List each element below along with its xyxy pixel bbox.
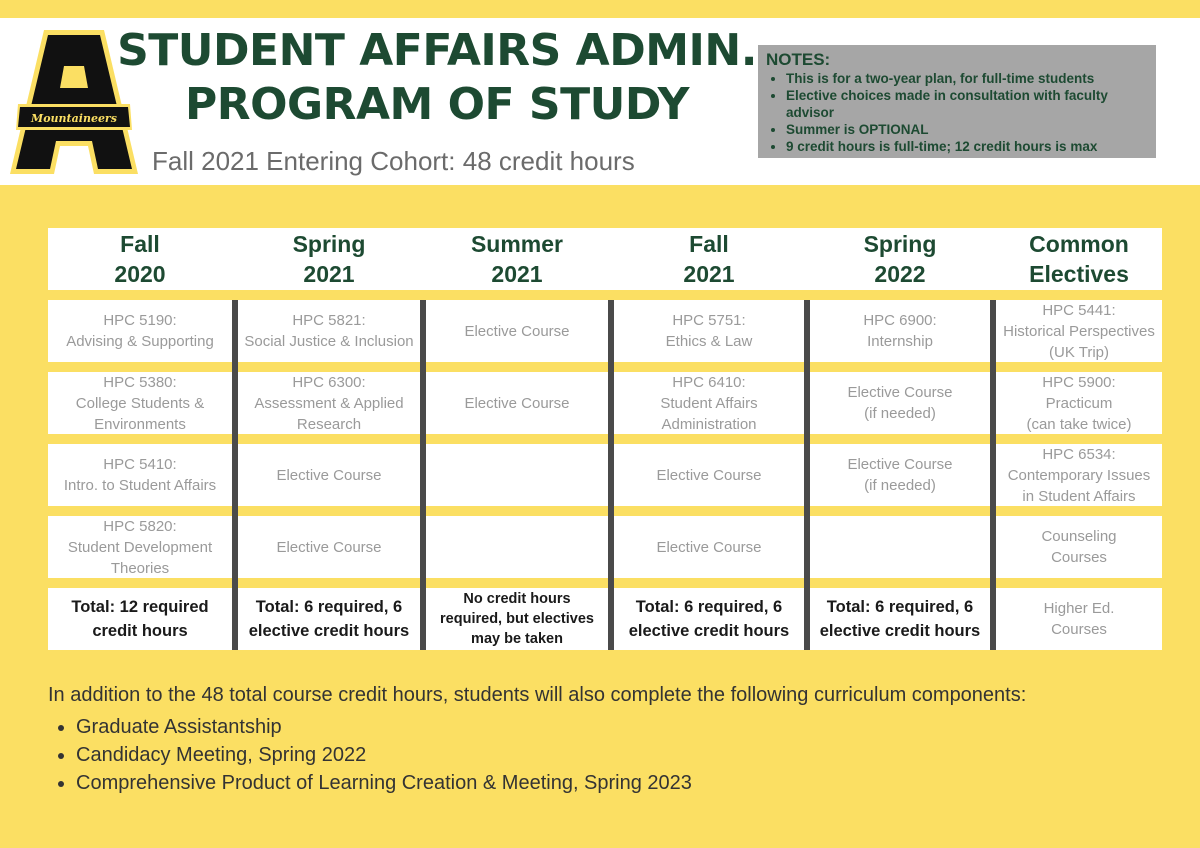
cell-line: (can take twice) [1026,415,1132,433]
cell-line: 2021 [303,261,355,287]
cell-line: Elective Course [464,394,570,412]
course-cell [426,372,608,434]
cell-line: Total: 12 required [71,598,209,616]
course-cell [810,516,990,578]
cell-line: elective credit hours [628,622,790,640]
course-cell [48,300,232,362]
total-cell [48,588,232,650]
course-cell [810,444,990,506]
cell-line: Courses [1051,549,1107,566]
curriculum-footer [48,684,1026,797]
cell-line: Theories [110,559,170,577]
course-cell [810,372,990,434]
cell-line: Elective Course [656,538,762,556]
footer-item: • Graduate Assistantship [76,713,1026,741]
cell-line: HPC 5190: [103,312,177,329]
course-cell [614,372,804,434]
course-cell [48,444,232,506]
cell-line: Counseling [1041,528,1117,545]
course-cell [238,516,420,578]
total-cell [996,588,1162,650]
cell-line: HPC 5410: [103,456,177,473]
course-cell [996,444,1162,506]
course-cell [238,300,420,362]
column-header [996,228,1162,290]
cell-line: 2020 [114,261,166,287]
cell-line: credit hours [92,622,188,640]
cell-line: Elective Course [847,384,953,401]
footer-list [48,713,1026,797]
course-cell [48,372,232,434]
title-line-1: STUDENT AFFAIRS ADMIN. [117,25,757,76]
course-cell [996,300,1162,362]
cell-line: Total: 6 required, 6 [255,598,403,616]
cell-line: (UK Trip) [1049,343,1109,361]
cell-line: Intro. to Student Affairs [63,477,217,494]
top-strip [0,0,1200,18]
table-header-row [48,228,1162,290]
course-cell [614,300,804,362]
total-cell [426,588,608,650]
cell-line: Total: 6 required, 6 [826,598,974,616]
cell-line: HPC 5900: [1042,373,1116,391]
cell-line: elective credit hours [248,622,410,640]
logo-text: Mountaineers [31,112,117,125]
cell-line: Advising & Supporting [66,333,214,350]
column-divider [420,300,426,650]
course-cell [614,444,804,506]
cell-line: Elective Course [276,466,382,484]
footer-intro: In addition to the 48 total course credit hours, students will also complete the following curriculum components: [48,684,1027,706]
cell-line: HPC 5820: [103,517,177,535]
course-cell [426,516,608,578]
note-item: • This is for a two-year plan, for full-time students [786,70,1148,87]
cell-line: elective credit hours [819,622,981,640]
cell-line: HPC 5441: [1042,301,1116,319]
cell-line: 2022 [874,261,926,287]
cell-line: Total: 6 required, 6 [635,598,783,616]
cell-line: Research [296,415,362,433]
column-header [614,228,804,290]
note-item: • 9 credit hours is full-time; 12 credit hours is max [786,138,1148,155]
column-header [238,228,420,290]
notes-title: NOTES: [766,50,831,69]
cell-line: Environments [94,415,186,433]
cell-line: Elective Course [847,456,953,473]
cell-line: Summer [470,231,564,257]
cell-line: No credit hours [463,591,571,607]
cell-line: required, but electives [440,611,594,627]
course-cell [614,516,804,578]
course-cell [996,516,1162,578]
cell-line: HPC 5380: [103,373,177,391]
column-header [426,228,608,290]
cell-line: Elective Course [656,466,762,484]
cell-line: Elective Course [276,538,382,556]
cell-line: Student Affairs [660,394,758,412]
footer-item: • Candidacy Meeting, Spring 2022 [76,741,1026,769]
cell-line: Internship [867,333,933,350]
cell-line: Common [1029,231,1129,257]
cell-line: Fall [689,231,729,257]
cell-line: Courses [1051,621,1107,638]
note-item: • Summer is OPTIONAL [786,121,1148,138]
course-cell [238,372,420,434]
cell-line: Administration [661,415,757,433]
cell-line: Elective Course [464,322,570,340]
course-cell [426,444,608,506]
title-line-2: PROGRAM OF STUDY [184,79,690,130]
note-item: • Elective choices made in consultation with faculty advisor [786,87,1148,121]
notes-list [766,70,1148,155]
course-cell [238,444,420,506]
column-divider [804,300,810,650]
notes-box [758,45,1156,158]
total-cell [614,588,804,650]
cell-line: Social Justice & Inclusion [244,333,414,350]
course-cell [48,516,232,578]
total-cell [238,588,420,650]
total-cell [810,588,990,650]
cell-line: may be taken [471,631,563,647]
cell-line: Spring [292,231,366,257]
column-header [810,228,990,290]
cell-line: Historical Perspectives [1003,322,1155,340]
cell-line: Assessment & Applied [254,394,404,412]
cell-line: Higher Ed. [1043,600,1115,617]
cell-line: HPC 6900: [863,312,937,329]
column-divider [608,300,614,650]
cell-line: HPC 6534: [1042,445,1116,463]
cell-line: HPC 6300: [292,373,366,391]
cell-line: 2021 [491,261,543,287]
cell-line: HPC 6410: [672,373,746,391]
page-title [112,24,762,132]
cell-line: Contemporary Issues [1007,466,1151,484]
cell-line: HPC 5821: [292,312,366,329]
cell-line: Ethics & Law [665,333,753,350]
cell-line: College Students & [75,394,205,412]
cell-line: Practicum [1045,394,1113,412]
cell-line: (if needed) [864,405,936,422]
cell-line: 2021 [683,261,735,287]
course-cell [996,372,1162,434]
column-divider [232,300,238,650]
cell-line: Student Development [67,538,213,556]
cell-line: HPC 5751: [672,312,746,329]
course-cell [426,300,608,362]
cell-line: Fall [120,231,160,257]
cell-line: in Student Affairs [1022,487,1136,505]
column-divider [990,300,996,650]
cohort-subtitle: Fall 2021 Entering Cohort: 48 credit hours [152,146,635,176]
cell-line: Electives [1029,261,1129,287]
course-cell [810,300,990,362]
cell-line: Spring [863,231,937,257]
footer-item: • Comprehensive Product of Learning Creation & Meeting, Spring 2023 [76,769,1026,797]
column-header [48,228,232,290]
cell-line: (if needed) [864,477,936,494]
